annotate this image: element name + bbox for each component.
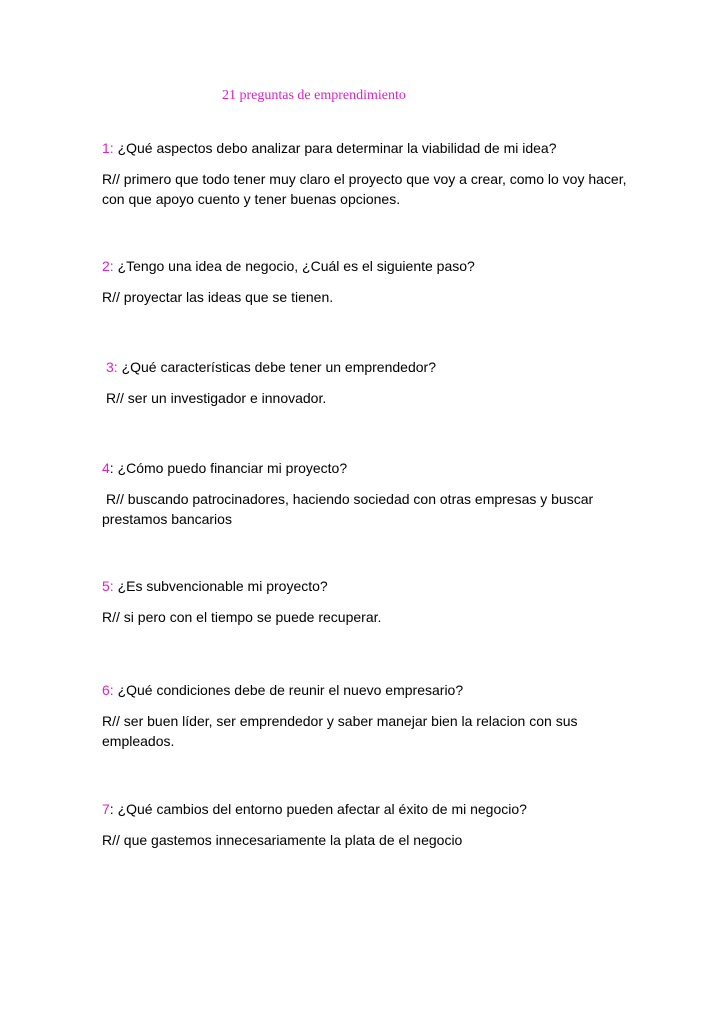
question-number-7: 7 (102, 801, 110, 817)
answer-7: R// que gastemos innecesariamente la plata de el negocio (102, 832, 463, 848)
question-text-5: ¿Es subvencionable mi proyecto? (117, 578, 328, 594)
qa-item-6 (102, 681, 632, 751)
answer-1: R// primero que todo tener muy claro el proyecto que voy a crear, como lo voy hacer, con que apoyo cuento y tener buenas opciones. (102, 171, 627, 207)
question-7 (102, 800, 632, 818)
question-text-3: ¿Qué características debe tener un emprendedor? (121, 359, 436, 375)
question-number-2: 2: (102, 258, 114, 274)
answer-2: R// proyectar las ideas que se tienen. (102, 289, 334, 305)
qa-item-2 (102, 257, 632, 307)
qa-item-4 (102, 459, 632, 529)
answer-6: R// ser buen líder, ser emprendedor y saber manejar bien la relacion con sus empleados. (102, 713, 578, 749)
qa-item-5 (102, 577, 632, 627)
qa-item-1 (102, 139, 632, 209)
question-number-4: 4 (102, 460, 110, 476)
qa-item-3 (102, 358, 636, 408)
question-number-5: 5: (102, 578, 114, 594)
question-text-7: : ¿Qué cambios del entorno pueden afectar al éxito de mi negocio? (109, 801, 527, 817)
question-text-4: : ¿Cómo puedo financiar mi proyecto? (109, 460, 348, 476)
answer-3: R// ser un investigador e innovador. (106, 390, 327, 406)
answer-5: R// si pero con el tiempo se puede recuperar. (102, 609, 382, 625)
question-text-1: ¿Qué aspectos debo analizar para determinar la viabilidad de mi idea? (117, 140, 557, 156)
question-4 (102, 459, 632, 477)
answer-4: R// buscando patrocinadores, haciendo sociedad con otras empresas y buscar prestamos bancarios (102, 491, 594, 527)
question-number-6: 6: (102, 682, 114, 698)
question-text-2: ¿Tengo una idea de negocio, ¿Cuál es el siguiente paso? (117, 258, 475, 274)
document-title: 21 preguntas de emprendimiento (222, 88, 406, 103)
question-2 (102, 257, 632, 275)
question-number-3: 3: (106, 359, 118, 375)
question-number-1: 1: (102, 140, 114, 156)
qa-item-7 (102, 800, 632, 850)
question-6 (102, 681, 632, 699)
question-text-6: ¿Qué condiciones debe de reunir el nuevo empresario? (117, 682, 464, 698)
question-5 (102, 577, 632, 595)
question-3 (106, 358, 636, 376)
question-1 (102, 139, 632, 157)
